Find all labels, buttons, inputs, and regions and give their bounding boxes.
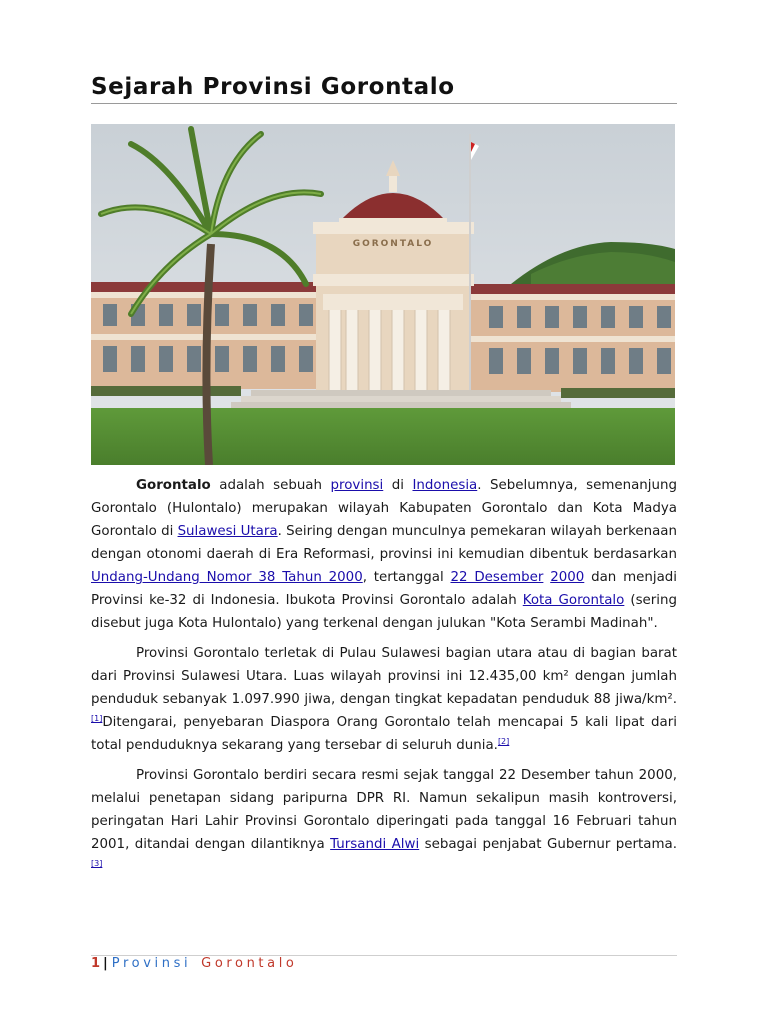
citation-ref xyxy=(498,737,509,746)
page-title: Sejarah Provinsi Gorontalo xyxy=(91,74,455,100)
wiki-link[interactable]: Indonesia xyxy=(412,478,478,493)
building-sign-text: GORONTALO xyxy=(352,239,434,249)
paragraph xyxy=(91,474,677,635)
paragraph-text: . Seiring dengan munculnya pemekaran wilayah berkenaan dengan otonomi daerah di Era Reformasi, provinsi ini kemudian dibentuk berdasarkan xyxy=(91,524,677,562)
paragraph-text: adalah sebuah xyxy=(210,478,331,493)
paragraph xyxy=(91,764,677,879)
bold-term: Gorontalo xyxy=(136,478,211,493)
governor-office-photo xyxy=(91,124,675,465)
paragraph-text: (sering disebut juga Kota Hulontalo) yang terkenal dengan julukan "Kota Serambi Madinah". xyxy=(91,593,677,631)
wiki-link[interactable]: provinsi xyxy=(330,478,384,493)
paragraph-text: Provinsi Gorontalo berdiri secara resmi sejak tanggal 22 Desember tahun 2000, melalui penetapan sidang paripurna DPR RI. Namun sekalipun masih kontroversi, peringatan Hari Lahir Provinsi Gorontalo diperingati pada tanggal 16 Februari tahun 2001, ditandai dengan dilantiknya xyxy=(91,768,677,852)
wiki-link[interactable]: 22 Desember xyxy=(450,570,544,585)
citation-link[interactable]: [3] xyxy=(91,859,103,868)
footer-word-provinsi: Provinsi xyxy=(111,956,192,971)
wiki-link[interactable]: 2000 xyxy=(550,570,585,585)
wiki-link[interactable]: Kota Gorontalo xyxy=(522,593,625,608)
citation-ref xyxy=(91,714,102,723)
paragraph-text: Ditengarai, penyebaran Diaspora Orang Gorontalo telah mencapai 5 kali lipat dari total penduduknya sekarang yang tersebar di seluruh dunia. xyxy=(91,715,677,753)
citation-ref xyxy=(91,859,102,868)
title-underline xyxy=(91,103,677,104)
citation-link[interactable]: [2] xyxy=(497,737,510,746)
wiki-link[interactable]: Sulawesi Utara xyxy=(177,524,278,539)
wiki-link[interactable]: Tursandi Alwi xyxy=(330,837,420,852)
paragraph-text: di xyxy=(383,478,413,493)
page-number: 1 xyxy=(91,956,101,971)
paragraph-text: . Sebelumnya, semenanjung Gorontalo (Hulontalo) merupakan wilayah Kabupaten Gorontalo dan Kota Madya Gorontalo di xyxy=(91,478,677,539)
footer-word-gorontalo: Gorontalo xyxy=(201,956,298,971)
footer-separator: | xyxy=(103,956,108,971)
paragraph-text: sebagai penjabat Gubernur pertama. xyxy=(419,837,678,852)
paragraph xyxy=(91,642,677,757)
article-body xyxy=(91,474,677,886)
paragraph-text: Provinsi Gorontalo terletak di Pulau Sulawesi bagian utara atau di bagian barat dari Provinsi Sulawesi Utara. Luas wilayah provinsi ini 12.435,00 km² dengan jumlah penduduk sebanyak 1.097.990 jiwa, dengan tingkat kepadatan penduduk 88 jiwa/km². xyxy=(91,646,677,707)
citation-link[interactable]: [1] xyxy=(91,714,103,723)
wiki-link[interactable]: Undang-Undang Nomor 38 Tahun 2000 xyxy=(91,570,363,585)
page-footer xyxy=(91,956,297,971)
paragraph-text: , tertanggal xyxy=(362,570,451,585)
paragraph-text: dan menjadi Provinsi ke-32 di Indonesia. Ibukota Provinsi Gorontalo adalah xyxy=(91,570,678,608)
